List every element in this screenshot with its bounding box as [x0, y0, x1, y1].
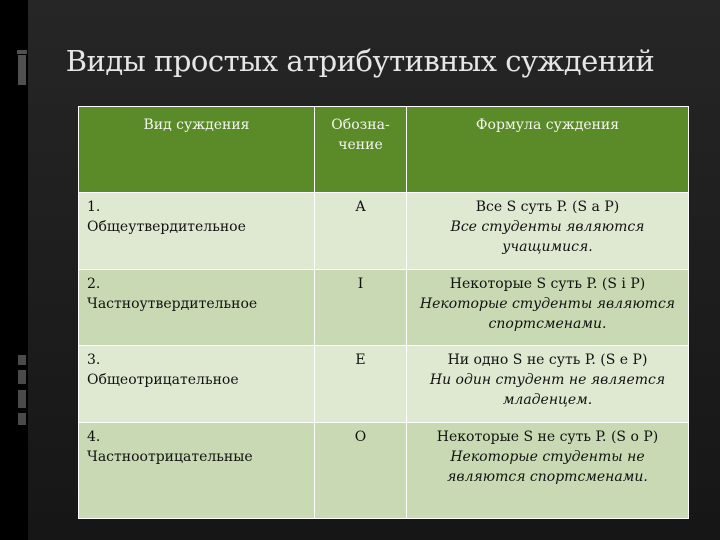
- formula-text: Некоторые S суть P. (S i P): [449, 276, 646, 292]
- symbol-cell: I: [315, 270, 407, 346]
- kind-cell: [79, 270, 315, 346]
- slide-title: Виды простых атрибутивных суждений: [65, 44, 655, 78]
- symbol-cell: O: [315, 423, 407, 519]
- example-text: Все студенты являются учащимися.: [450, 219, 645, 255]
- kind-cell: [79, 423, 315, 519]
- formula-cell: [407, 423, 689, 519]
- row-number: 4.: [87, 429, 101, 445]
- table-row: [79, 423, 689, 519]
- example-text: Ни один студент не является младенцем.: [429, 372, 666, 408]
- row-number: 1.: [87, 199, 101, 215]
- decor-bar: [18, 370, 26, 384]
- header-formula: Формула суждения: [407, 107, 689, 193]
- header-kind: Вид суждения: [79, 107, 315, 193]
- formula-text: Некоторые S не суть P. (S o P): [436, 429, 659, 445]
- kind-cell: [79, 193, 315, 270]
- formula-text: Все S суть P. (S a P): [475, 199, 620, 215]
- decor-bar: [18, 355, 26, 365]
- judgments-table: [78, 106, 689, 519]
- kind-label: Общеотрицательное: [87, 372, 239, 388]
- kind-label: Общеутвердительное: [87, 219, 246, 235]
- decor-bar: [18, 413, 26, 425]
- decor-bar: [18, 390, 26, 408]
- formula-cell: [407, 193, 689, 270]
- kind-label: Частноутвердительное: [87, 296, 258, 312]
- formula-text: Ни одно S не суть P. (S e P): [447, 352, 648, 368]
- row-number: 3.: [87, 352, 101, 368]
- symbol-cell: E: [315, 346, 407, 423]
- example-text: Некоторые студенты являются спортсменами.: [419, 296, 676, 332]
- header-symbol: Обозна- чение: [315, 107, 407, 193]
- example-text: Некоторые студенты не являются спортсменами.: [447, 449, 648, 485]
- formula-cell: [407, 346, 689, 423]
- row-number: 2.: [87, 276, 101, 292]
- symbol-cell: A: [315, 193, 407, 270]
- table-row: [79, 270, 689, 346]
- table-row: [79, 346, 689, 423]
- table-row: [79, 193, 689, 270]
- kind-cell: [79, 346, 315, 423]
- formula-cell: [407, 270, 689, 346]
- table-header-row: [79, 107, 689, 193]
- kind-label: Частноотрицательные: [87, 449, 253, 465]
